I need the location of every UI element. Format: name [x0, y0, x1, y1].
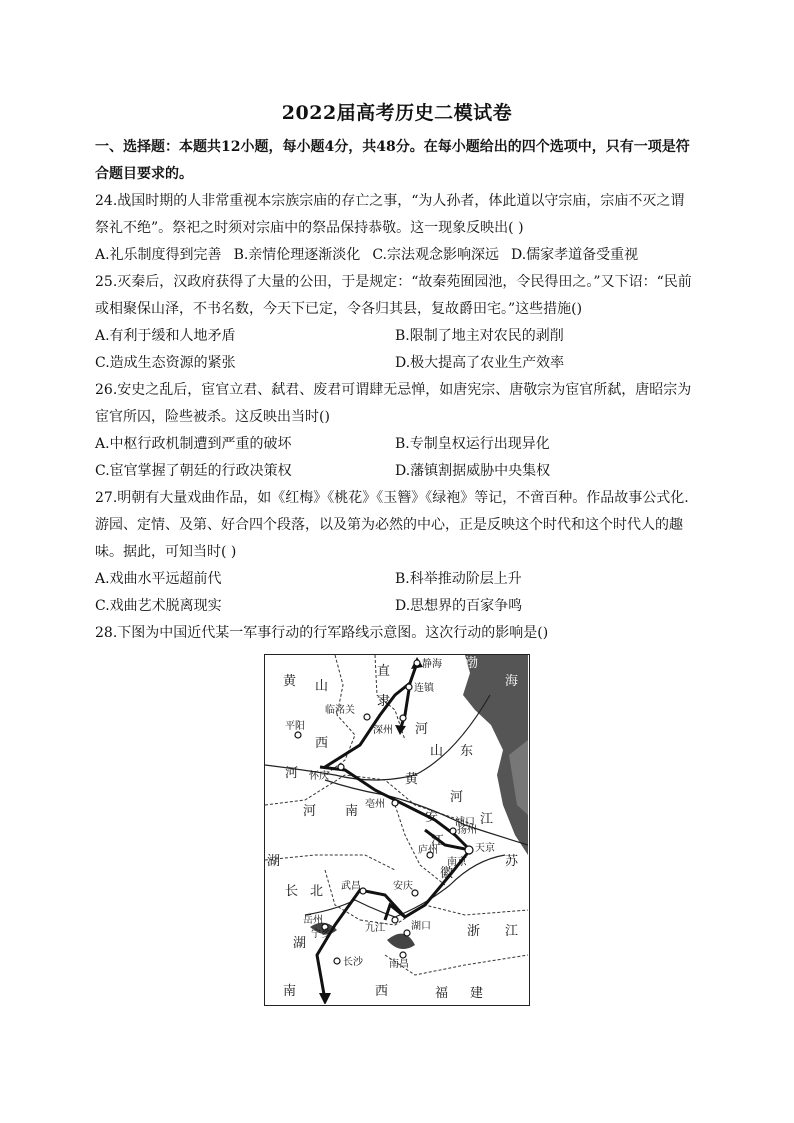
- option-c: C.戏曲艺术脱离现实: [95, 598, 222, 614]
- city-label: 临洺关: [325, 705, 355, 716]
- region-label: 山: [430, 744, 444, 759]
- region-label: 江: [480, 812, 494, 827]
- question-24-options: [95, 242, 695, 269]
- exam-title: 2022届高考历史二模试卷: [281, 102, 513, 124]
- question-24-stem: 24.战国时期的人非常重视本宗族宗庙的存亡之事，“为人孙者，体此道以守宗庙，宗庙不灭之谓祭礼不绝”。祭祀之时须对宗庙中的祭品保持恭敬。这一现象反映出( ): [95, 193, 685, 236]
- region-label: 建: [470, 986, 484, 1001]
- region-label: 江: [431, 834, 445, 849]
- option-c: C.宗法观念影响深远: [372, 247, 499, 263]
- region-label: 安: [425, 810, 439, 825]
- region-label: 渤: [465, 656, 479, 671]
- region-label: 黄: [405, 772, 419, 787]
- option-a: A.中枢行政机制遭到严重的破坏: [95, 436, 292, 452]
- option-b: B.亲情伦理逐渐淡化: [233, 247, 361, 263]
- option-d: D.藩镇割据威胁中央集权: [395, 463, 551, 479]
- section-instructions: 一、选择题：本题共12小题，每小题4分，共48分。在每小题给出的四个选项中，只有一项是符合题目要求的。: [95, 139, 690, 182]
- option-c: C.造成生态资源的紧张: [95, 355, 236, 371]
- option-a: A.戏曲水平远超前代: [95, 571, 222, 587]
- city-label: 九江: [365, 923, 385, 934]
- region-label: 湖: [293, 936, 307, 951]
- city-label: 湖口: [411, 921, 431, 932]
- lake-poyang: [387, 934, 415, 949]
- region-label: 长: [285, 884, 299, 899]
- question-25-stem: 25.灭秦后，汉政府获得了大量的公田，于是规定：“故秦苑囿园池，令民得田之。”又下诏：“民前或相聚保山泽，不书名数，今天下已定，令各归其县，复故爵田宅。”这些措施(): [95, 274, 692, 317]
- question-27-stem: 27.明朝有大量戏曲作品，如《红梅》《桃花》《玉簪》《绿袍》等记，不啻百种。作品故事公式化.游园、定情、及第、好合四个段落，以及第为必然的中心，正是反映这个时代和这个时代人的趣味。据此，可知当时( ): [95, 490, 689, 560]
- option-c: C.宦官掌握了朝廷的行政决策权: [95, 463, 292, 479]
- city-label: 深州: [373, 725, 393, 736]
- region-label: 河: [285, 766, 299, 781]
- region-label: 南: [283, 984, 297, 999]
- region-label: 河: [450, 790, 464, 805]
- option-b: B.科举推动阶层上升: [395, 571, 522, 587]
- option-d: D.极大提高了农业生产效率: [395, 355, 565, 371]
- march-route-map: [264, 654, 530, 1006]
- city-label: 南京: [447, 857, 467, 868]
- city-label: 安庆: [393, 881, 413, 892]
- region-label: 湖: [267, 854, 281, 869]
- city-label: 浦口: [455, 817, 475, 828]
- question-28-stem: 28.下图为中国近代某一军事行动的行军路线示意图。这次行动的影响是(): [95, 625, 549, 641]
- region-label: 江: [505, 924, 519, 939]
- region-label: 东: [460, 744, 474, 759]
- city-label: 武昌: [341, 881, 361, 892]
- region-label: 河: [303, 804, 317, 819]
- region-label: 黄: [283, 674, 297, 689]
- city-label: 亳州: [365, 799, 385, 810]
- option-d: D.儒家孝道备受重视: [510, 247, 639, 263]
- region-label: 苏: [505, 854, 519, 869]
- region-label: 西: [315, 736, 329, 751]
- city-label: 岳州: [303, 915, 323, 926]
- question-27-options: [95, 566, 695, 620]
- region-label: 隶: [377, 694, 391, 709]
- region-label: 山: [315, 679, 329, 694]
- city-label: 长沙: [343, 957, 363, 968]
- city-label: 宁乡: [311, 929, 331, 940]
- city-label: 连镇: [414, 683, 434, 694]
- city-label: 庐州: [418, 845, 438, 856]
- city-label: 静海: [422, 659, 442, 670]
- option-b: B.限制了地主对农民的剥削: [395, 328, 564, 344]
- question-25-options: [95, 323, 695, 377]
- option-a: A.礼乐制度得到完善: [95, 247, 222, 263]
- region-label: 海: [505, 674, 519, 689]
- city-label: 扬州: [457, 825, 477, 836]
- region-label: 西: [375, 984, 389, 999]
- map-svg: [265, 655, 528, 1004]
- region-label: 福: [435, 986, 449, 1001]
- option-d: D.思想界的百家争鸣: [395, 598, 523, 614]
- city-label: 平阳: [285, 721, 305, 732]
- region-label: 浙: [467, 924, 481, 939]
- region-label: 直: [377, 664, 391, 679]
- region-label: 河: [415, 722, 429, 737]
- option-a: A.有利于缓和人地矛盾: [95, 328, 236, 344]
- region-label: 南: [345, 804, 359, 819]
- region-label: 北: [310, 884, 324, 899]
- question-26-stem: 26.安史之乱后，宦官立君、弑君、废君可谓肆无忌惮，如唐宪宗、唐敬宗为宦官所弑，唐昭宗为宦官所囚，险些被杀。这反映出当时(): [95, 382, 692, 425]
- region-label: 徽: [440, 866, 454, 881]
- city-label: 天京: [475, 843, 495, 854]
- city-label: 南昌: [389, 959, 409, 970]
- question-26-options: [95, 431, 695, 485]
- city-label: 怀庆: [309, 771, 329, 782]
- option-b: B.专制皇权运行出现异化: [395, 436, 550, 452]
